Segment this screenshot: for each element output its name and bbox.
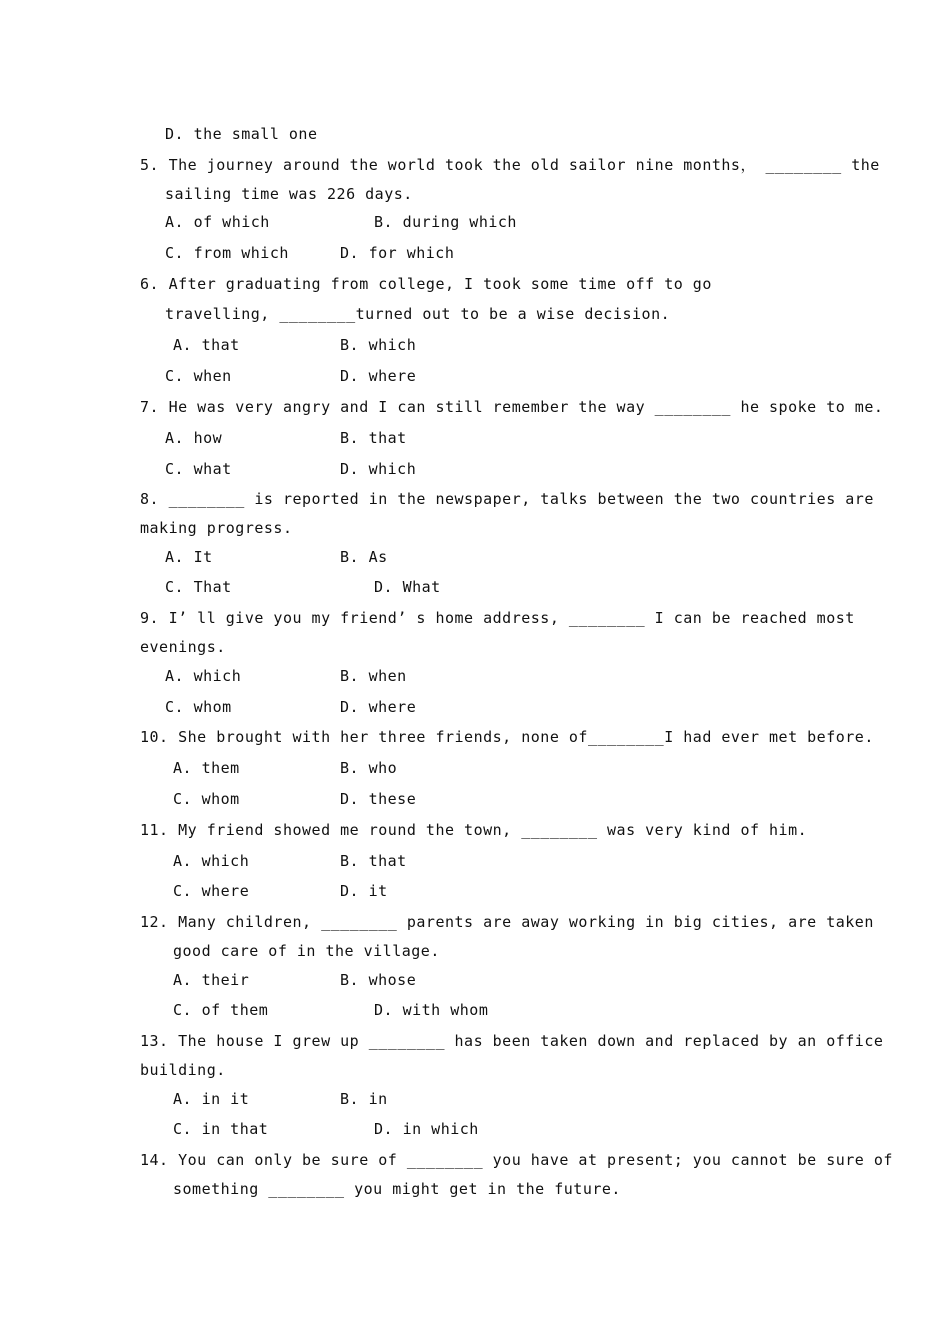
q8-option-d: D. What	[374, 578, 441, 596]
q12-stem-line2: good care of in the village.	[173, 942, 440, 960]
q12-option-a: A. their	[173, 971, 250, 989]
q12-option-c: C. of them	[173, 1001, 269, 1019]
q8-stem-line2: making progress.	[140, 519, 293, 537]
q9-option-b: B. when	[340, 667, 407, 685]
q14-stem-line2: something ________ you might get in the future.	[173, 1180, 621, 1198]
q6-option-c: C. when	[165, 367, 232, 385]
q13-stem-line1: 13. The house I grew up ________ has been taken down and replaced by an office	[140, 1032, 884, 1050]
q6-stem-line1: 6. After graduating from college, I took some time off to go	[140, 275, 712, 293]
q12-option-b: B. whose	[340, 971, 417, 989]
q7-stem-line1: 7. He was very angry and I can still remember the way ________ he spoke to me.	[140, 398, 884, 416]
q6-stem-line2: travelling, ________turned out to be a wise decision.	[165, 305, 671, 323]
q5-stem-line2: sailing time was 226 days.	[165, 185, 413, 203]
q11-option-a: A. which	[173, 852, 250, 870]
q8-option-a: A. It	[165, 548, 213, 566]
q6-option-a: A. that	[173, 336, 240, 354]
q13-stem-line2: building.	[140, 1061, 226, 1079]
q8-stem-line1: 8. ________ is reported in the newspaper, talks between the two countries are	[140, 490, 874, 508]
q5-option-d: D. for which	[340, 244, 455, 262]
q11-option-c: C. where	[173, 882, 250, 900]
q10-option-a: A. them	[173, 759, 240, 777]
q7-option-b: B. that	[340, 429, 407, 447]
q4-option-d: D. the small one	[165, 125, 318, 143]
q12-stem-line1: 12. Many children, ________ parents are away working in big cities, are taken	[140, 913, 874, 931]
q9-option-a: A. which	[165, 667, 242, 685]
q13-option-c: C. in that	[173, 1120, 269, 1138]
q13-option-b: B. in	[340, 1090, 388, 1108]
q10-option-b: B. who	[340, 759, 398, 777]
q10-stem-line1: 10. She brought with her three friends, none of________I had ever met before.	[140, 728, 874, 746]
q5-option-a: A. of which	[165, 213, 270, 231]
q13-option-d: D. in which	[374, 1120, 479, 1138]
q11-option-d: D. it	[340, 882, 388, 900]
q11-stem-line1: 11. My friend showed me round the town, ________ was very kind of him.	[140, 821, 808, 839]
q9-option-d: D. where	[340, 698, 417, 716]
q7-option-a: A. how	[165, 429, 223, 447]
q10-option-d: D. these	[340, 790, 417, 808]
q8-option-c: C. That	[165, 578, 232, 596]
q5-option-b: B. during which	[374, 213, 517, 231]
q12-option-d: D. with whom	[374, 1001, 489, 1019]
q7-option-c: C. what	[165, 460, 232, 478]
q7-option-d: D. which	[340, 460, 417, 478]
q5-option-c: C. from which	[165, 244, 289, 262]
q9-option-c: C. whom	[165, 698, 232, 716]
q6-option-d: D. where	[340, 367, 417, 385]
q6-option-b: B. which	[340, 336, 417, 354]
q11-option-b: B. that	[340, 852, 407, 870]
q10-option-c: C. whom	[173, 790, 240, 808]
q9-stem-line1: 9. I’ ll give you my friend’ s home address, ________ I can be reached most	[140, 609, 855, 627]
q8-option-b: B. As	[340, 548, 388, 566]
q9-stem-line2: evenings.	[140, 638, 226, 656]
q13-option-a: A. in it	[173, 1090, 250, 1108]
q14-stem-line1: 14. You can only be sure of ________ you have at present; you cannot be sure of	[140, 1151, 893, 1169]
q5-stem-line1: 5. The journey around the world took the old sailor nine months， ________ the	[140, 156, 880, 174]
